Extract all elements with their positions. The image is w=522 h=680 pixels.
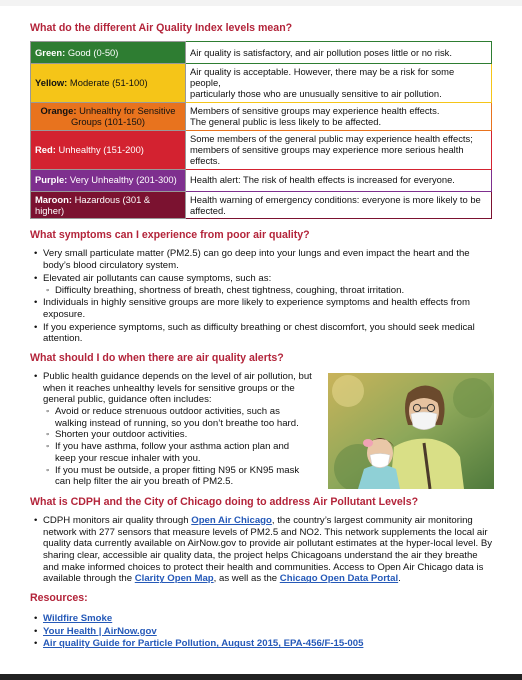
sub-list [43, 285, 494, 297]
aqi-level-cell: Yellow: Moderate (51-100) [31, 63, 186, 102]
epa-particle-guide-link[interactable]: Air quality Guide for Particle Pollution, August 2015, EPA-456/F-15-005 [43, 638, 364, 650]
sub-list-item: ◦ If you must be outside, a proper fitting N95 or KN95 mask can help filter the air you breath of PM2.5. [43, 465, 312, 488]
masked-family-photo [328, 373, 494, 489]
list-item [30, 613, 494, 625]
symptoms-heading: What symptoms can I experience from poor air quality? [30, 229, 310, 242]
aqi-level-cell: Green: Good (0-50) [31, 41, 186, 63]
symptoms-list [30, 248, 494, 345]
list-item: • If you experience symptoms, such as difficulty breathing or chest discomfort, you should seek medical attention. [30, 322, 494, 345]
cdph-list [30, 515, 494, 585]
bottom-bar [0, 674, 522, 680]
sub-list [43, 406, 312, 488]
aqi-description-cell: Some members of the general public may experience health effects; members of sensitive groups may experience more serious health effects. [186, 130, 492, 169]
aqi-row-red [31, 130, 492, 169]
aqi-table [30, 41, 492, 220]
chicago-open-data-portal-link[interactable]: Chicago Open Data Portal [279, 573, 399, 585]
sub-list-item: ◦ Shorten your outdoor activities. [43, 429, 312, 441]
airnow-health-link[interactable]: Your Health | AirNow.gov [43, 625, 157, 637]
top-edge [0, 0, 522, 6]
sub-list-item: ◦ Avoid or reduce strenuous outdoor activities, such as walking instead of running, so you don’t breathe too hard. [43, 406, 312, 429]
aqi-level-cell: Maroon: Hazardous (301 & higher) [31, 191, 186, 219]
list-item: • Individuals in highly sensitive groups are more likely to experience symptoms and health effects from exposure. [30, 297, 494, 320]
cdph-heading: What is CDPH and the City of Chicago doing to address Air Pollutant Levels? [30, 495, 419, 508]
list-item: • Very small particulate matter (PM2.5) can go deep into your lungs and even impact the heart and the body’s blood circulatory system. [30, 248, 494, 271]
alerts-heading: What should I do when there are air quality alerts? [30, 352, 284, 365]
aqi-level-cell: Orange: Unhealthy for Sensitive Groups (101-150) [31, 102, 186, 130]
sub-list-item: ◦ Difficulty breathing, shortness of breath, chest tightness, coughing, throat irritation. [43, 285, 494, 297]
alerts-text [30, 371, 312, 495]
alerts-list [30, 371, 312, 488]
aqi-description-cell: Air quality is satisfactory, and air pollution poses little or no risk. [186, 41, 492, 63]
alerts-section [30, 371, 494, 495]
open-air-chicago-link[interactable]: Open Air Chicago [191, 514, 272, 526]
resources-heading: Resources: [30, 592, 88, 605]
aqi-description-cell: Members of sensitive groups may experience health effects. The general public is less likely to be affected. [186, 102, 492, 130]
aqi-row-maroon [31, 191, 492, 219]
aqi-level-cell: Red: Unhealthy (151-200) [31, 130, 186, 169]
aqi-row-green [31, 41, 492, 63]
list-item: • CDPH monitors air quality through Open Air Chicago, the country’s largest community air monitoring network with 277 sensors that measure levels of PM2.5 and NO2. This network supplements the local air quality data currently available on AirNow.gov to provide air pollutant estimates at the hyper-local level. By sharing clear, accessible air quality data, the project helps Chicagoans understand the air they breathe and make informed choices to protect their health and communities. Access to Open Air Chicago data is available through the Clarity Open Map, as well as the Chicago Open Data Portal. [30, 515, 494, 585]
aqi-level-cell: Purple: Very Unhealthy (201-300) [31, 169, 186, 191]
aqi-description-cell: Air quality is acceptable. However, there may be a risk for some people, particularly those who are unusually sensitive to air pollution. [186, 63, 492, 102]
resources-list [30, 613, 494, 650]
list-item [30, 626, 494, 638]
wildfire-smoke-link[interactable]: Wildfire Smoke [43, 613, 113, 625]
clarity-open-map-link[interactable]: Clarity Open Map [134, 573, 214, 585]
aqi-row-yellow [31, 63, 492, 102]
list-item: • Elevated air pollutants can cause symptoms, such as: ◦ Difficulty breathing, shortness of breath, chest tightness, coughing, throat irritation. [30, 273, 494, 296]
list-item: • Public health guidance depends on the level of air pollution, but when it reaches unhealthy levels for sensitive groups or the general public, guidance often includes: ◦ Avoid or reduce strenuous outdoor activities, such as walking instead of running, so you don’t breathe too hard. ◦ Shorten your outdoor activities. ◦ If you have asthma, follow your asthma action plan and keep your rescue inhaler with you. ◦ If you must be outside, a proper fitting N95 or KN95 mask can help filter the air you breath of PM2.5. [30, 371, 312, 488]
aqi-heading: What do the different Air Quality Index levels mean? [30, 22, 293, 34]
photo-illustration [328, 373, 494, 489]
sub-list-item: ◦ If you have asthma, follow your asthma action plan and keep your rescue inhaler with you. [43, 441, 312, 464]
aqi-row-purple [31, 169, 492, 191]
aqi-description-cell: Health alert: The risk of health effects is increased for everyone. [186, 169, 492, 191]
list-item [30, 638, 494, 650]
aqi-description-cell: Health warning of emergency conditions: everyone is more likely to be affected. [186, 191, 492, 219]
aqi-row-orange [31, 102, 492, 130]
